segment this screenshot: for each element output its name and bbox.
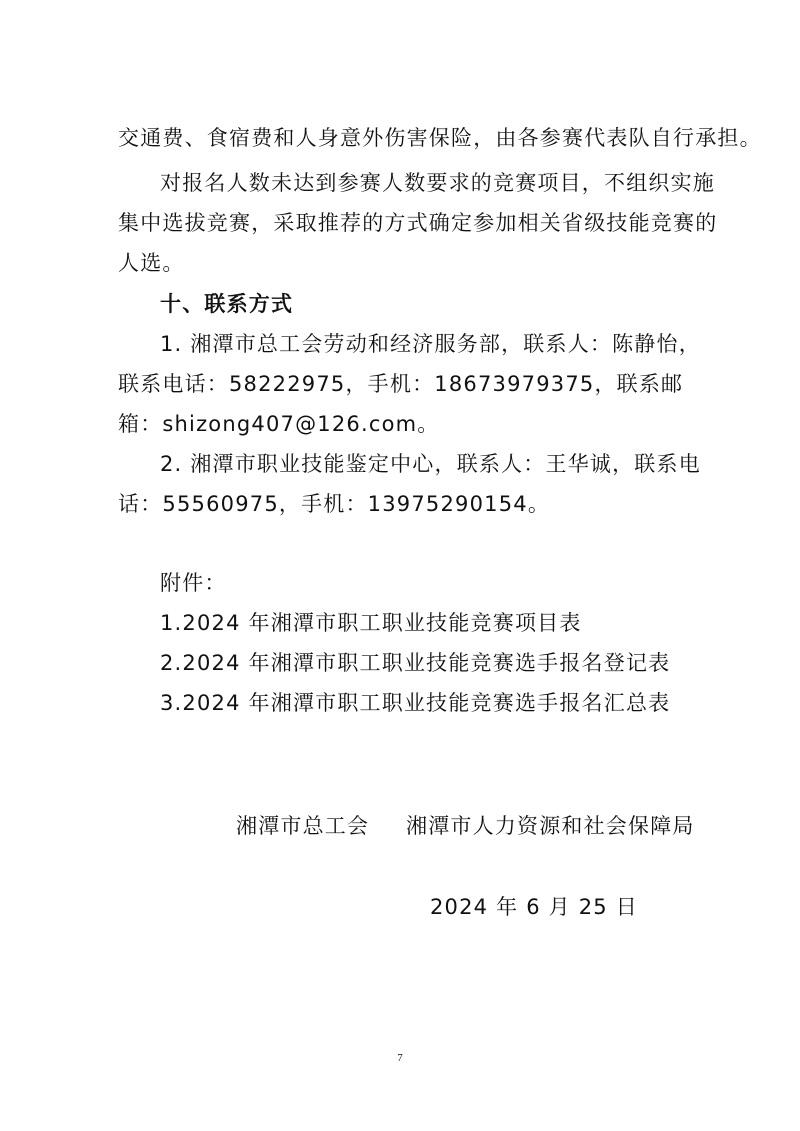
attachment-item: 2.2024 年湘潭市职工职业技能竞赛选手报名登记表 [160, 651, 671, 675]
page-number: 7 [397, 1052, 403, 1064]
attachments-label: 附件： [160, 571, 227, 595]
paragraph-line: 人选。 [118, 251, 185, 275]
section-heading: 十、联系方式 [160, 292, 294, 316]
attachment-item: 1.2024 年湘潭市职工职业技能竞赛项目表 [160, 611, 582, 635]
contact-line: 话：55560975，手机：13975290154。 [118, 492, 551, 516]
signature-org-hr-bureau: 湘潭市人力资源和社会保障局 [406, 814, 695, 838]
contact-line: 2. 湘潭市职业技能鉴定中心，联系人：王华诚，联系电 [160, 452, 701, 476]
signature-org-union: 湘潭市总工会 [236, 814, 370, 838]
paragraph-line: 对报名人数未达到参赛人数要求的竞赛项目，不组织实施 [160, 171, 715, 195]
paragraph-line: 集中选拔竞赛，采取推荐的方式确定参加相关省级技能竞赛的 [118, 211, 718, 235]
contact-line: 联系电话：58222975，手机：18673979375，联系邮 [118, 372, 684, 396]
contact-line: 箱：shizong407@126.com。 [118, 412, 440, 436]
paragraph-line: 交通费、食宿费和人身意外伤害保险，由各参赛代表队自行承担。 [118, 126, 762, 150]
attachment-item: 3.2024 年湘潭市职工职业技能竞赛选手报名汇总表 [160, 691, 671, 715]
contact-line: 1. 湘潭市总工会劳动和经济服务部，联系人：陈静怡， [160, 332, 701, 356]
signature-date: 2024 年 6 月 25 日 [430, 895, 638, 919]
